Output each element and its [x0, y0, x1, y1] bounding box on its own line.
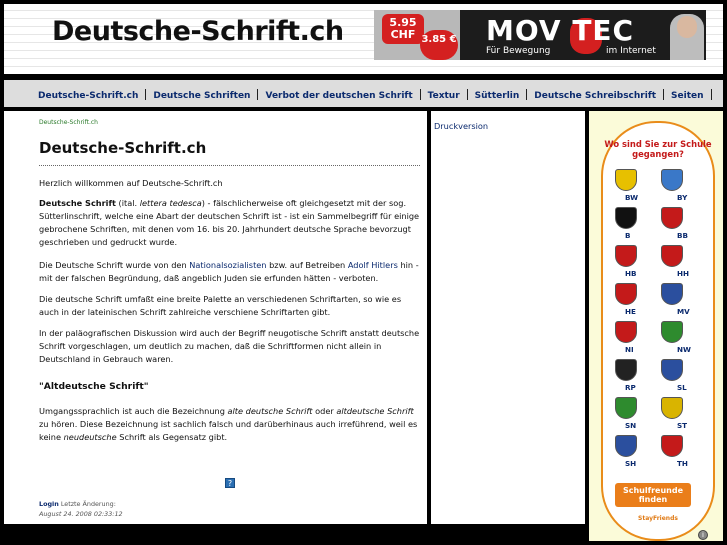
- ad-person-head: [677, 16, 697, 38]
- nav-separator: [526, 89, 527, 100]
- nav-item-schreibschrift[interactable]: Deutsche Schreibschrift: [534, 91, 657, 101]
- paleography-paragraph: In der paläografischen Diskussion wird auch der Begriff neugotische Schrift anstatt deutsche Schrift vorgeschlagen, um deutlich zu machen, daß die Schriftformen nicht allein in Deutschland in Gebrauch waren.: [39, 328, 420, 364]
- italic-term: alte deutsche Schrift: [227, 406, 313, 416]
- state-code: BW: [625, 193, 639, 202]
- site-logo[interactable]: Deutsche-Schrift.ch: [52, 16, 344, 47]
- page-title: Deutsche-Schrift.ch: [39, 139, 207, 157]
- info-icon[interactable]: i: [698, 530, 708, 540]
- link-nationalsozialisten[interactable]: Nationalsozialisten: [189, 260, 267, 270]
- advertisement-banner[interactable]: [374, 10, 706, 60]
- footer-meta: [39, 500, 116, 508]
- state-code: NI: [625, 345, 634, 354]
- paragraph-text: bzw. auf Betreiben: [266, 260, 348, 270]
- state-code: ST: [677, 421, 688, 430]
- ad-brand: MOV TEC: [486, 14, 635, 47]
- state-crest-icon: [661, 207, 683, 229]
- nav-item-seiten[interactable]: Seiten: [671, 91, 704, 101]
- term-deutsche-schrift: Deutsche Schrift: [39, 198, 116, 208]
- nav-separator: [145, 89, 146, 100]
- state-code: B: [625, 231, 631, 240]
- find-friends-button[interactable]: Schulfreunde finden: [615, 483, 691, 507]
- state-th[interactable]: [655, 433, 705, 477]
- ad-tagline-right: im Internet: [606, 46, 656, 56]
- school-finder-panel: [601, 121, 715, 541]
- ban-paragraph: [39, 259, 421, 285]
- ad-price-bottom: 3.85 €: [420, 30, 458, 60]
- nav-item-textur[interactable]: Textur: [427, 91, 460, 101]
- nav-separator: [711, 89, 712, 100]
- state-crest-icon: [661, 245, 683, 267]
- italic-term: lettera tedesca: [139, 198, 202, 208]
- nav-item-home[interactable]: Deutsche-Schrift.ch: [38, 91, 139, 101]
- login-link[interactable]: Login: [39, 500, 59, 508]
- state-code: HB: [625, 269, 637, 278]
- title-divider: [39, 165, 420, 166]
- last-changed-label: Letzte Änderung:: [58, 500, 116, 508]
- stayfriends-logo: StayFriends: [638, 515, 678, 522]
- state-crest-icon: [615, 397, 637, 419]
- nav-list: [38, 89, 719, 101]
- site-header: [4, 4, 723, 74]
- state-code: HE: [625, 307, 636, 316]
- nav-separator: [420, 89, 421, 100]
- italic-term: neudeutsche: [63, 432, 117, 442]
- print-version-link[interactable]: Druckversion: [434, 121, 489, 131]
- state-code: TH: [677, 459, 688, 468]
- main-content: [4, 111, 427, 524]
- state-code: BY: [677, 193, 688, 202]
- state-crest-icon: [661, 397, 683, 419]
- state-crest-icon: [615, 207, 637, 229]
- state-code: SL: [677, 383, 687, 392]
- state-crest-icon: [661, 359, 683, 381]
- state-code: MV: [677, 307, 690, 316]
- nav-item-verbot[interactable]: Verbot der deutschen Schrift: [265, 91, 413, 101]
- state-crest-icon: [615, 245, 637, 267]
- state-code: NW: [677, 345, 691, 354]
- paragraph-text: (ital.: [115, 198, 140, 208]
- paragraph-text: zu hören. Diese Bezeichnung ist sachlich falsch und darüberhinaus auch irreführend, weil es keine: [39, 419, 418, 442]
- paragraph-text: oder: [312, 406, 337, 416]
- altdeutsch-paragraph: [39, 405, 421, 444]
- state-crest-icon: [615, 435, 637, 457]
- intro-paragraph: [39, 197, 421, 249]
- nav-item-deutsche-schriften[interactable]: Deutsche Schriften: [153, 91, 251, 101]
- welcome-text: Herzlich willkommen auf Deutsche-Schrift.ch: [39, 178, 223, 188]
- state-crest-icon: [615, 359, 637, 381]
- state-code: BB: [677, 231, 688, 240]
- school-question: Wo sind Sie zur Schule gegangen?: [604, 139, 712, 159]
- italic-term: altdeutsche Schrift: [336, 406, 414, 416]
- ad-price-top: 5.95 CHF: [382, 14, 424, 44]
- state-sh[interactable]: [609, 433, 659, 477]
- state-code: SH: [625, 459, 637, 468]
- paragraph-text: Umgangssprachlich ist auch die Bezeichnung: [39, 406, 228, 416]
- state-code: SN: [625, 421, 637, 430]
- link-adolf-hitlers[interactable]: Adolf Hitlers: [347, 260, 398, 270]
- ad-tagline-left: Für Bewegung: [486, 46, 551, 56]
- state-code: RP: [625, 383, 636, 392]
- breadcrumb[interactable]: Deutsche-Schrift.ch: [39, 119, 98, 126]
- nav-item-suetterlin[interactable]: Sütterlin: [474, 91, 520, 101]
- state-crest-icon: [661, 169, 683, 191]
- variety-paragraph: Die deutsche Schrift umfaßt eine breite Palette an verschiedenen Schriftarten, so wie es auch in der lateinischen Schrift zahlreiche verschiene Schriftarten gibt.: [39, 294, 402, 317]
- middle-column: [431, 111, 585, 524]
- state-code: HH: [677, 269, 690, 278]
- state-crest-icon: [615, 321, 637, 343]
- nav-separator: [663, 89, 664, 100]
- header-stripe: [4, 66, 723, 67]
- nav-separator: [467, 89, 468, 100]
- state-crest-icon: [661, 283, 683, 305]
- paragraph-text: Schrift als Gegensatz gibt.: [116, 432, 228, 442]
- state-crest-icon: [615, 169, 637, 191]
- paragraph-text: ) - fälschlicherweise oft gleichgesetzt mit der sog. Sütterlinschrift, welche eine Abart der deutschen Schrift ist - ist ein Sammelbegriff für einige gebrochene Schriften, mit denen vom 16. bis 20. Jahrhundert deutsche Sprache bevorzugt geschrieben und gedruckt wurde.: [39, 198, 420, 247]
- right-sidebar: [589, 111, 723, 541]
- main-navigation: [4, 80, 723, 107]
- nav-separator: [257, 89, 258, 100]
- help-icon[interactable]: ?: [225, 478, 235, 488]
- section-heading: "Altdeutsche Schrift": [39, 381, 149, 392]
- paragraph-text: Die Deutsche Schrift wurde von den: [39, 260, 190, 270]
- state-crest-icon: [661, 321, 683, 343]
- state-crest-icon: [661, 435, 683, 457]
- paragraph-text: hin - mit der falschen Begründung, daß angeblich Juden sie erfunden hätten - verboten.: [39, 260, 419, 283]
- state-crest-icon: [615, 283, 637, 305]
- last-changed-date: August 24. 2008 02:33:12: [39, 510, 123, 518]
